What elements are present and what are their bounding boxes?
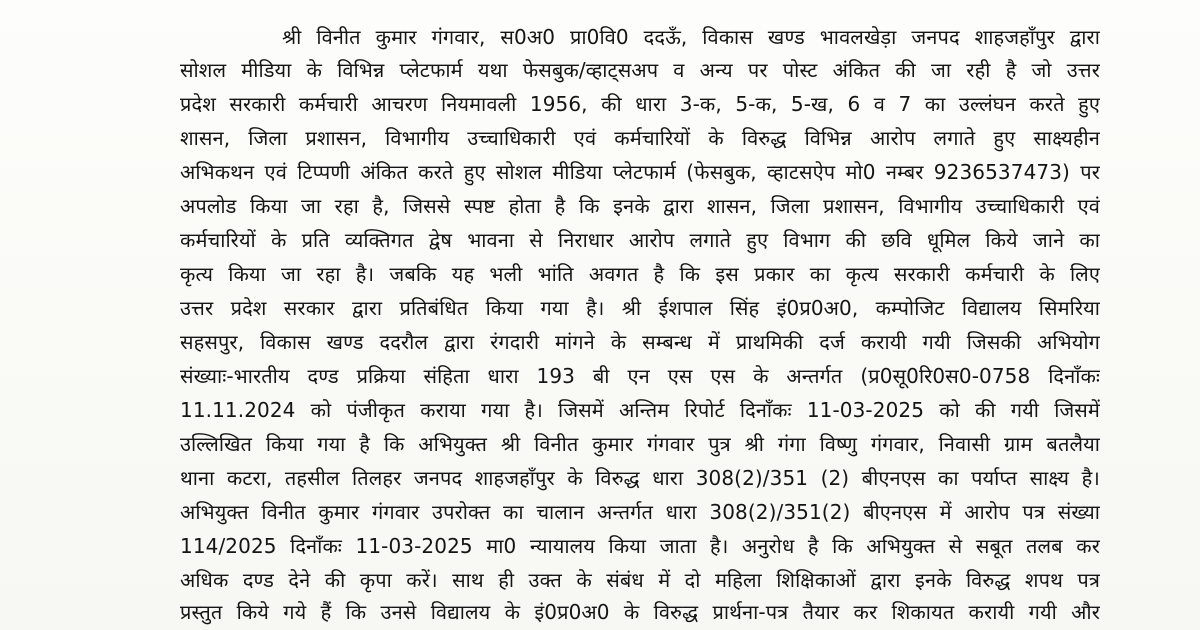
text-line-1: श्री विनीत कुमार गंगवार, स0अ0 प्रा0वि0 ददऊँ, विकास खण्ड भावलखेड़ा जनपद शाहजहाँपुर द्वारा [282, 25, 1100, 49]
text-line-18: प्रस्तुत किये गये हैं कि उनसे विद्यालय के इं0प्र0अ0 के विरुद्ध प्रार्थना-पत्र तैयार कर शिकायत करायी गयी और [180, 600, 1100, 624]
text-line-14: थाना कटरा, तहसील तिलहर जनपद शाहजहाँपुर के विरुद्ध धारा 308(2)/351 (2) बीएनएस का पर्याप्त साक्ष्य है। [180, 466, 1100, 490]
text-line-17: अधिक दण्ड देने की कृपा करें। साथ ही उक्त के संबंध में दो महिला शिक्षिकाओं द्वारा इनके विरुद्ध शपथ पत्र [180, 568, 1100, 592]
text-line-3: प्रदेश सरकारी कर्मचारी आचरण नियमावली 1956, की धारा 3-क, 5-क, 5-ख, 6 व 7 का उल्लंघन करते हुए [180, 92, 1100, 116]
text-line-4: शासन, जिला प्रशासन, विभागीय उच्चाधिकारी एवं कर्मचारियों के विरुद्ध विभिन्न आरोप लगाते हुए साक्ष्यहीन [180, 126, 1100, 150]
text-line-2: सोशल मीडिया के विभिन्न प्लेटफार्म यथा फेसबुक/व्हाट्सअप व अन्य पर पोस्ट अंकित की जा रही है जो उत्तर [180, 58, 1100, 82]
text-line-12: 11.11.2024 को पंजीकृत कराया गया है। जिसमें अन्तिम रिपोर्ट दिनाँकः 11-03-2025 को की गयी जिसमें [180, 398, 1100, 422]
text-line-7: कर्मचारियों के प्रति व्यक्तिगत द्वेष भावना से निराधार आरोप लगाते हुए विभाग की छवि धूमिल किये जाने का [180, 228, 1100, 252]
text-line-6: अपलोड किया जा रहा है, जिससे स्पष्ट होता है कि इनके द्वारा शासन, जिला प्रशासन, विभागीय उच्चाधिकारी एवं [180, 194, 1100, 218]
text-line-15: अभियुक्त विनीत कुमार गंगवार उपरोक्त का चालान अन्तर्गत धारा 308(2)/351(2) बीएनएस में आरोप पत्र संख्या [180, 500, 1100, 524]
text-line-8: कृत्य किया जा रहा है। जबकि यह भली भांति अवगत है कि इस प्रकार का कृत्य सरकारी कर्मचारी के लिए [180, 262, 1100, 286]
text-line-5: अभिकथन एवं टिप्पणी अंकित करते हुए सोशल मीडिया प्लेटफार्म (फेसबुक, व्हाटसऐप मो0 नम्बर 9236537473) पर [180, 160, 1100, 184]
text-line-9: उत्तर प्रदेश सरकार द्वारा प्रतिबंधित किया गया है। श्री ईशपाल सिंह इं0प्र0अ0, कम्पोजिट विद्यालय सिमरिया [180, 296, 1100, 320]
text-line-13: उल्लिखित किया गया है कि अभियुक्त श्री विनीत कुमार गंगवार पुत्र श्री गंगा विष्णु गंगवार, निवासी ग्राम बतलैया [180, 432, 1100, 456]
text-line-10: सहसपुर, विकास खण्ड ददरौल द्वारा रंगदारी मांगने के सम्बन्ध में प्राथमिकी दर्ज करायी गयी जिसकी अभियोग [180, 330, 1100, 354]
text-line-16: 114/2025 दिनाँकः 11-03-2025 मा0 न्यायालय किया जाता है। अनुरोध है कि अभियुक्त से सबूत तलब कर [180, 534, 1100, 558]
text-line-11: संख्याः-भारतीय दण्ड प्रक्रिया संहिता धारा 193 बी एन एस एस के अन्तर्गत (प्र0सू0रि0स0-0758 दिनाँकः [180, 364, 1100, 388]
